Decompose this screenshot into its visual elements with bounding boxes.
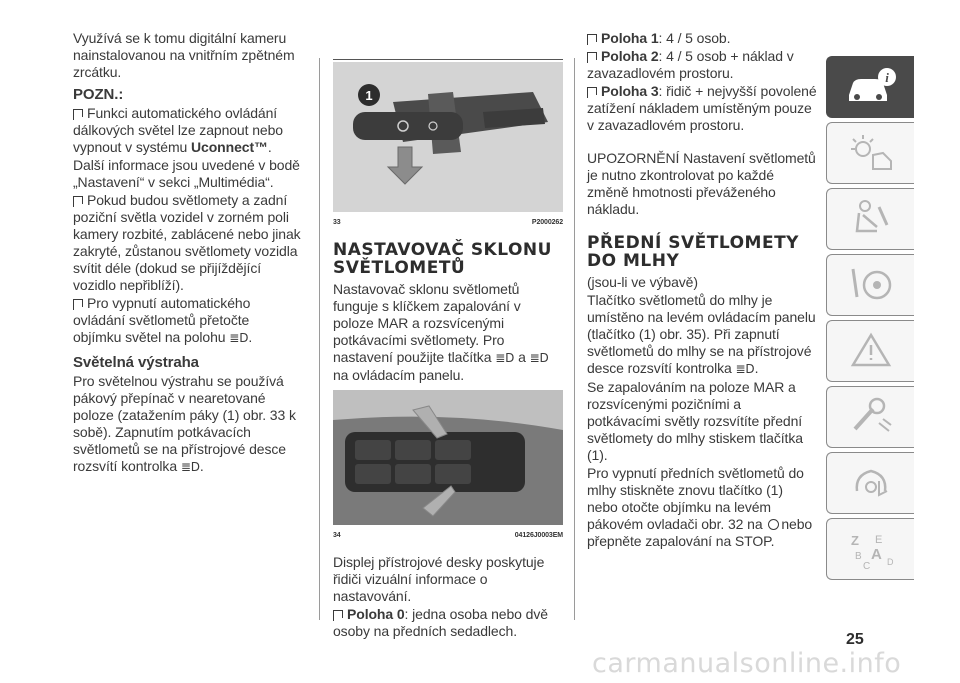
bullet-icon bbox=[587, 87, 597, 95]
tab-car-info[interactable] bbox=[826, 56, 914, 118]
tab-seat-safety[interactable] bbox=[826, 188, 914, 250]
note-heading: POZN.: bbox=[73, 86, 124, 103]
paragraph: Se zapalováním na poloze MAR a rozsvícenými pozičními a potkávacími světly rozsvítíte přední světlomety do mlhy stiskem tlačítka (1). bbox=[587, 379, 803, 463]
figure-caption: 34 04126J0003EM bbox=[333, 532, 563, 539]
tab-warning[interactable] bbox=[826, 320, 914, 382]
figure-34-panel bbox=[333, 390, 563, 525]
svg-text:Z: Z bbox=[850, 533, 859, 548]
svg-text:B: B bbox=[854, 551, 862, 562]
section-heading: Světelná výstraha bbox=[73, 354, 199, 371]
bullet-icon bbox=[587, 52, 597, 60]
bullet-icon bbox=[587, 34, 597, 42]
paragraph: Tlačítko světlometů do mlhy je umístěno na levém ovládacím panelu (tlačítko (1) obr. 35). Při zapnutí světlometů do mlhy se na přístrojové desce rozsvítí kontrolka ≣D. bbox=[587, 292, 816, 376]
page-number: 25 bbox=[846, 631, 864, 648]
column-left bbox=[73, 30, 301, 477]
svg-text:A: A bbox=[870, 546, 882, 563]
svg-text:E: E bbox=[874, 534, 882, 546]
tab-steering-start[interactable] bbox=[826, 254, 914, 316]
bullet-item: Poloha 1: 4 / 5 osob. bbox=[587, 30, 817, 47]
bullet-icon bbox=[73, 196, 83, 204]
low-beam-icon: ≣D bbox=[180, 460, 200, 474]
paragraph: Další informace jsou uvedené v bodě „Nastavení“ v sekci „Multimédia“. bbox=[73, 157, 300, 190]
headlight-up-icon: ≣D bbox=[495, 351, 515, 365]
bullet-item: Poloha 2: 4 / 5 osob + náklad v zavazadlovém prostoru. bbox=[587, 48, 794, 81]
paragraph: Pro vypnutí předních světlometů do mlhy stiskněte znovu tlačítko (1) nebo otočte objímku na levém pákovém ovladači obr. 32 na nebo přepněte zapalování na STOP. bbox=[587, 465, 813, 549]
paragraph: Pro světelnou výstrahu se používá pákový přepínač v nearetované poloze (zatažením páky (1) obr. 33 k sobě). Zapnutím potkávacích světlometů se na přístrojové desce rozsvítí kontrolka ≣D. bbox=[73, 373, 296, 474]
light-stalk-illustration bbox=[333, 62, 563, 212]
paragraph: Nastavovač sklonu světlometů funguje s klíčkem zapalování v poloze MAR a rozsvícenými potkávacími světlomety. Pro nastavení použijte tlačítka ≣D a ≣D na ovládacím panelu. bbox=[333, 281, 549, 383]
multimedia-icon bbox=[843, 461, 899, 505]
bullet-item: Pro vypnutí automatického ovládání světlometů přetočte objímku světel na polohu ≣D. bbox=[73, 295, 253, 345]
warning-triangle-icon bbox=[843, 329, 899, 373]
bullet-item: Funkci automatického ovládání dálkových světel lze zapnout nebo vypnout v systému Uconnect™. bbox=[73, 105, 283, 155]
svg-text:i: i bbox=[884, 70, 889, 85]
maintenance-icon bbox=[843, 395, 899, 439]
chapter-tabs bbox=[826, 56, 914, 584]
section-title: NASTAVOVAČ SKLONU SVĚTLOMETŮ bbox=[333, 240, 552, 278]
subtitle: (jsou-li ve výbavě) bbox=[587, 274, 698, 290]
watermark-text: carmanualsonline.info bbox=[592, 648, 902, 679]
tab-dashboard-lights[interactable] bbox=[826, 122, 914, 184]
column-middle bbox=[333, 60, 563, 641]
fog-light-icon: ≣D bbox=[735, 362, 755, 376]
dashboard-lights-icon bbox=[843, 131, 899, 175]
bullet-item: Poloha 0: jedna osoba nebo dvě osoby na předních sedadlech. bbox=[333, 606, 548, 639]
tab-index[interactable] bbox=[826, 518, 914, 580]
intro-paragraph: Využívá se k tomu digitální kameru nainstalovanou na vnitřním zpětném zrcátku. bbox=[73, 30, 295, 80]
tab-multimedia[interactable] bbox=[826, 452, 914, 514]
column-divider bbox=[319, 58, 320, 620]
svg-text:C: C bbox=[862, 561, 870, 571]
column-right bbox=[587, 30, 817, 551]
car-info-icon bbox=[843, 65, 899, 109]
control-panel-illustration bbox=[333, 390, 563, 525]
bullet-icon bbox=[333, 610, 343, 618]
bullet-item: Poloha 3: řidič + nejvyšší povolené zatížení nákladem umístěným pouze v zavazadlovém prostoru. bbox=[587, 83, 817, 133]
warning-paragraph: UPOZORNĚNÍ Nastavení světlometů je nutno zkontrolovat po každé změně hmotnosti převáženého nákladu. bbox=[587, 150, 816, 217]
svg-text:D: D bbox=[886, 557, 893, 567]
tab-maintenance[interactable] bbox=[826, 386, 914, 448]
column-divider bbox=[574, 58, 575, 620]
figure-33-stalk bbox=[333, 62, 563, 212]
section-title: PŘEDNÍ SVĚTLOMETY DO MLHY bbox=[587, 233, 799, 271]
paragraph: Displej přístrojové desky poskytuje řidiči vizuální informace o nastavování. bbox=[333, 554, 545, 604]
index-icon bbox=[843, 527, 899, 571]
bullet-icon bbox=[73, 299, 83, 307]
figure-caption: 33 P2000262 bbox=[333, 219, 563, 226]
bullet-item: Pokud budou světlomety a zadní poziční světla vozidel v zorném poli kamery rozbité, zablácené nebo jinak zakryté, zůstanou světlomety vozidla svítit déle (dokud se přijíždějící vozidlo nepřiblíží). bbox=[73, 192, 301, 293]
off-position-icon bbox=[768, 519, 779, 530]
callout-number: 1 bbox=[365, 88, 373, 103]
bullet-icon bbox=[73, 109, 83, 117]
seat-safety-icon bbox=[843, 197, 899, 241]
headlight-down-icon: ≣D bbox=[529, 351, 549, 365]
steering-start-icon bbox=[843, 263, 899, 307]
low-beam-icon: ≣D bbox=[229, 331, 249, 345]
